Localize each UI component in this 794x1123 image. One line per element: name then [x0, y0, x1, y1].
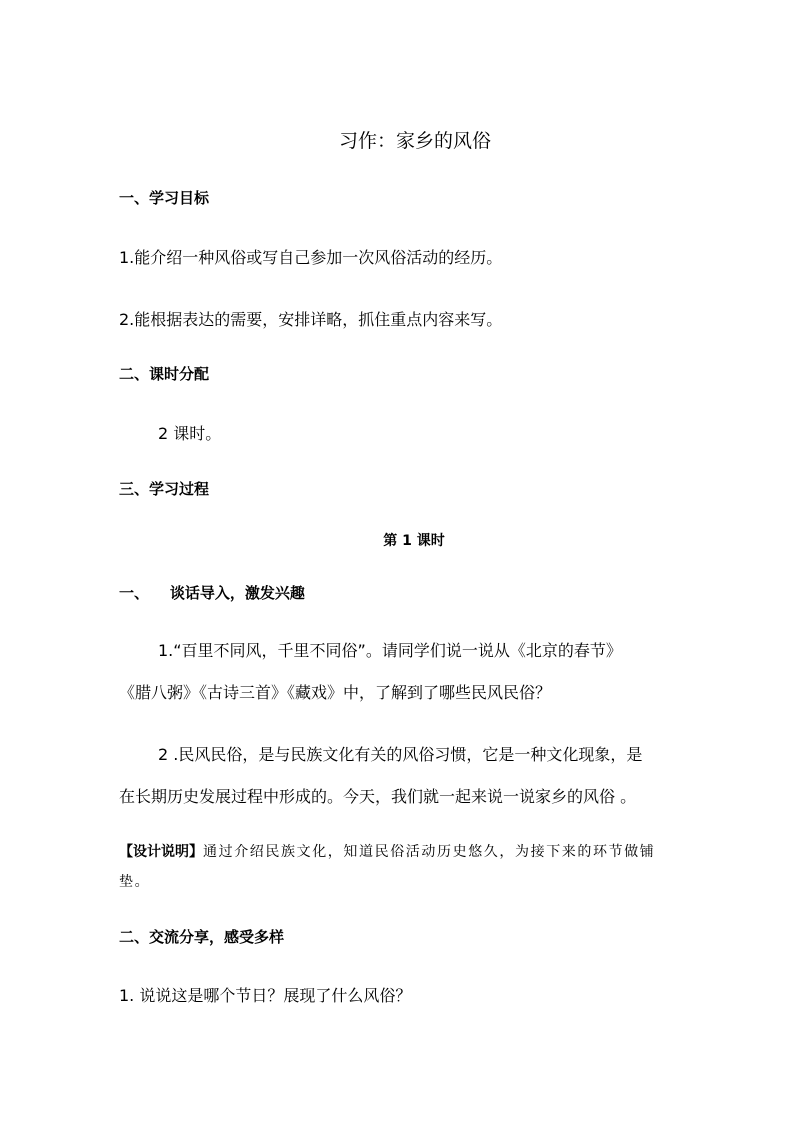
- part1-para1-line2: 《腊八粥》《古诗三首》《藏戏》中，了解到了哪些民风民俗？: [119, 683, 552, 702]
- part1-para2-line2: 在长期历史发展过程中形成的。今天，我们就一起来说一说家乡的风俗 。: [119, 787, 637, 806]
- part2-item-1: 1. 说说这是哪个节日？展现了什么风俗？: [119, 986, 412, 1005]
- design-note-label: 【设计说明】: [119, 844, 203, 860]
- part1-para2-line1: 2 .民风民俗，是与民族文化有关的风俗习惯，它是一种文化现象，是: [158, 745, 643, 764]
- schedule-text: 2 课时。: [158, 424, 222, 443]
- part2-heading: 二、交流分享，感受多样: [119, 928, 285, 946]
- section-heading-process: 三、学习过程: [119, 480, 210, 498]
- lesson-title: 第 1 课时: [383, 533, 445, 549]
- design-note: [119, 837, 679, 897]
- section-heading-schedule: 二、课时分配: [119, 365, 210, 383]
- part1-para1-line1: 1.“百里不同风，千里不同俗”。请同学们说一说从《北京的春节》: [158, 641, 622, 660]
- section-heading-goals: 一、学习目标: [119, 189, 210, 207]
- design-note-text: 通过介绍民族文化，知道民俗活动历史悠久，为接下来的环节做铺垫。: [119, 844, 656, 890]
- document-title: 习作：家乡的风俗: [338, 130, 491, 152]
- part1-heading: 一、 谈话导入，激发兴趣: [119, 584, 305, 602]
- goal-item-1: 1.能介绍一种风俗或写自己参加一次风俗活动的经历。: [119, 248, 503, 267]
- goal-item-2: 2.能根据表达的需要，安排详略，抓住重点内容来写。: [119, 310, 503, 329]
